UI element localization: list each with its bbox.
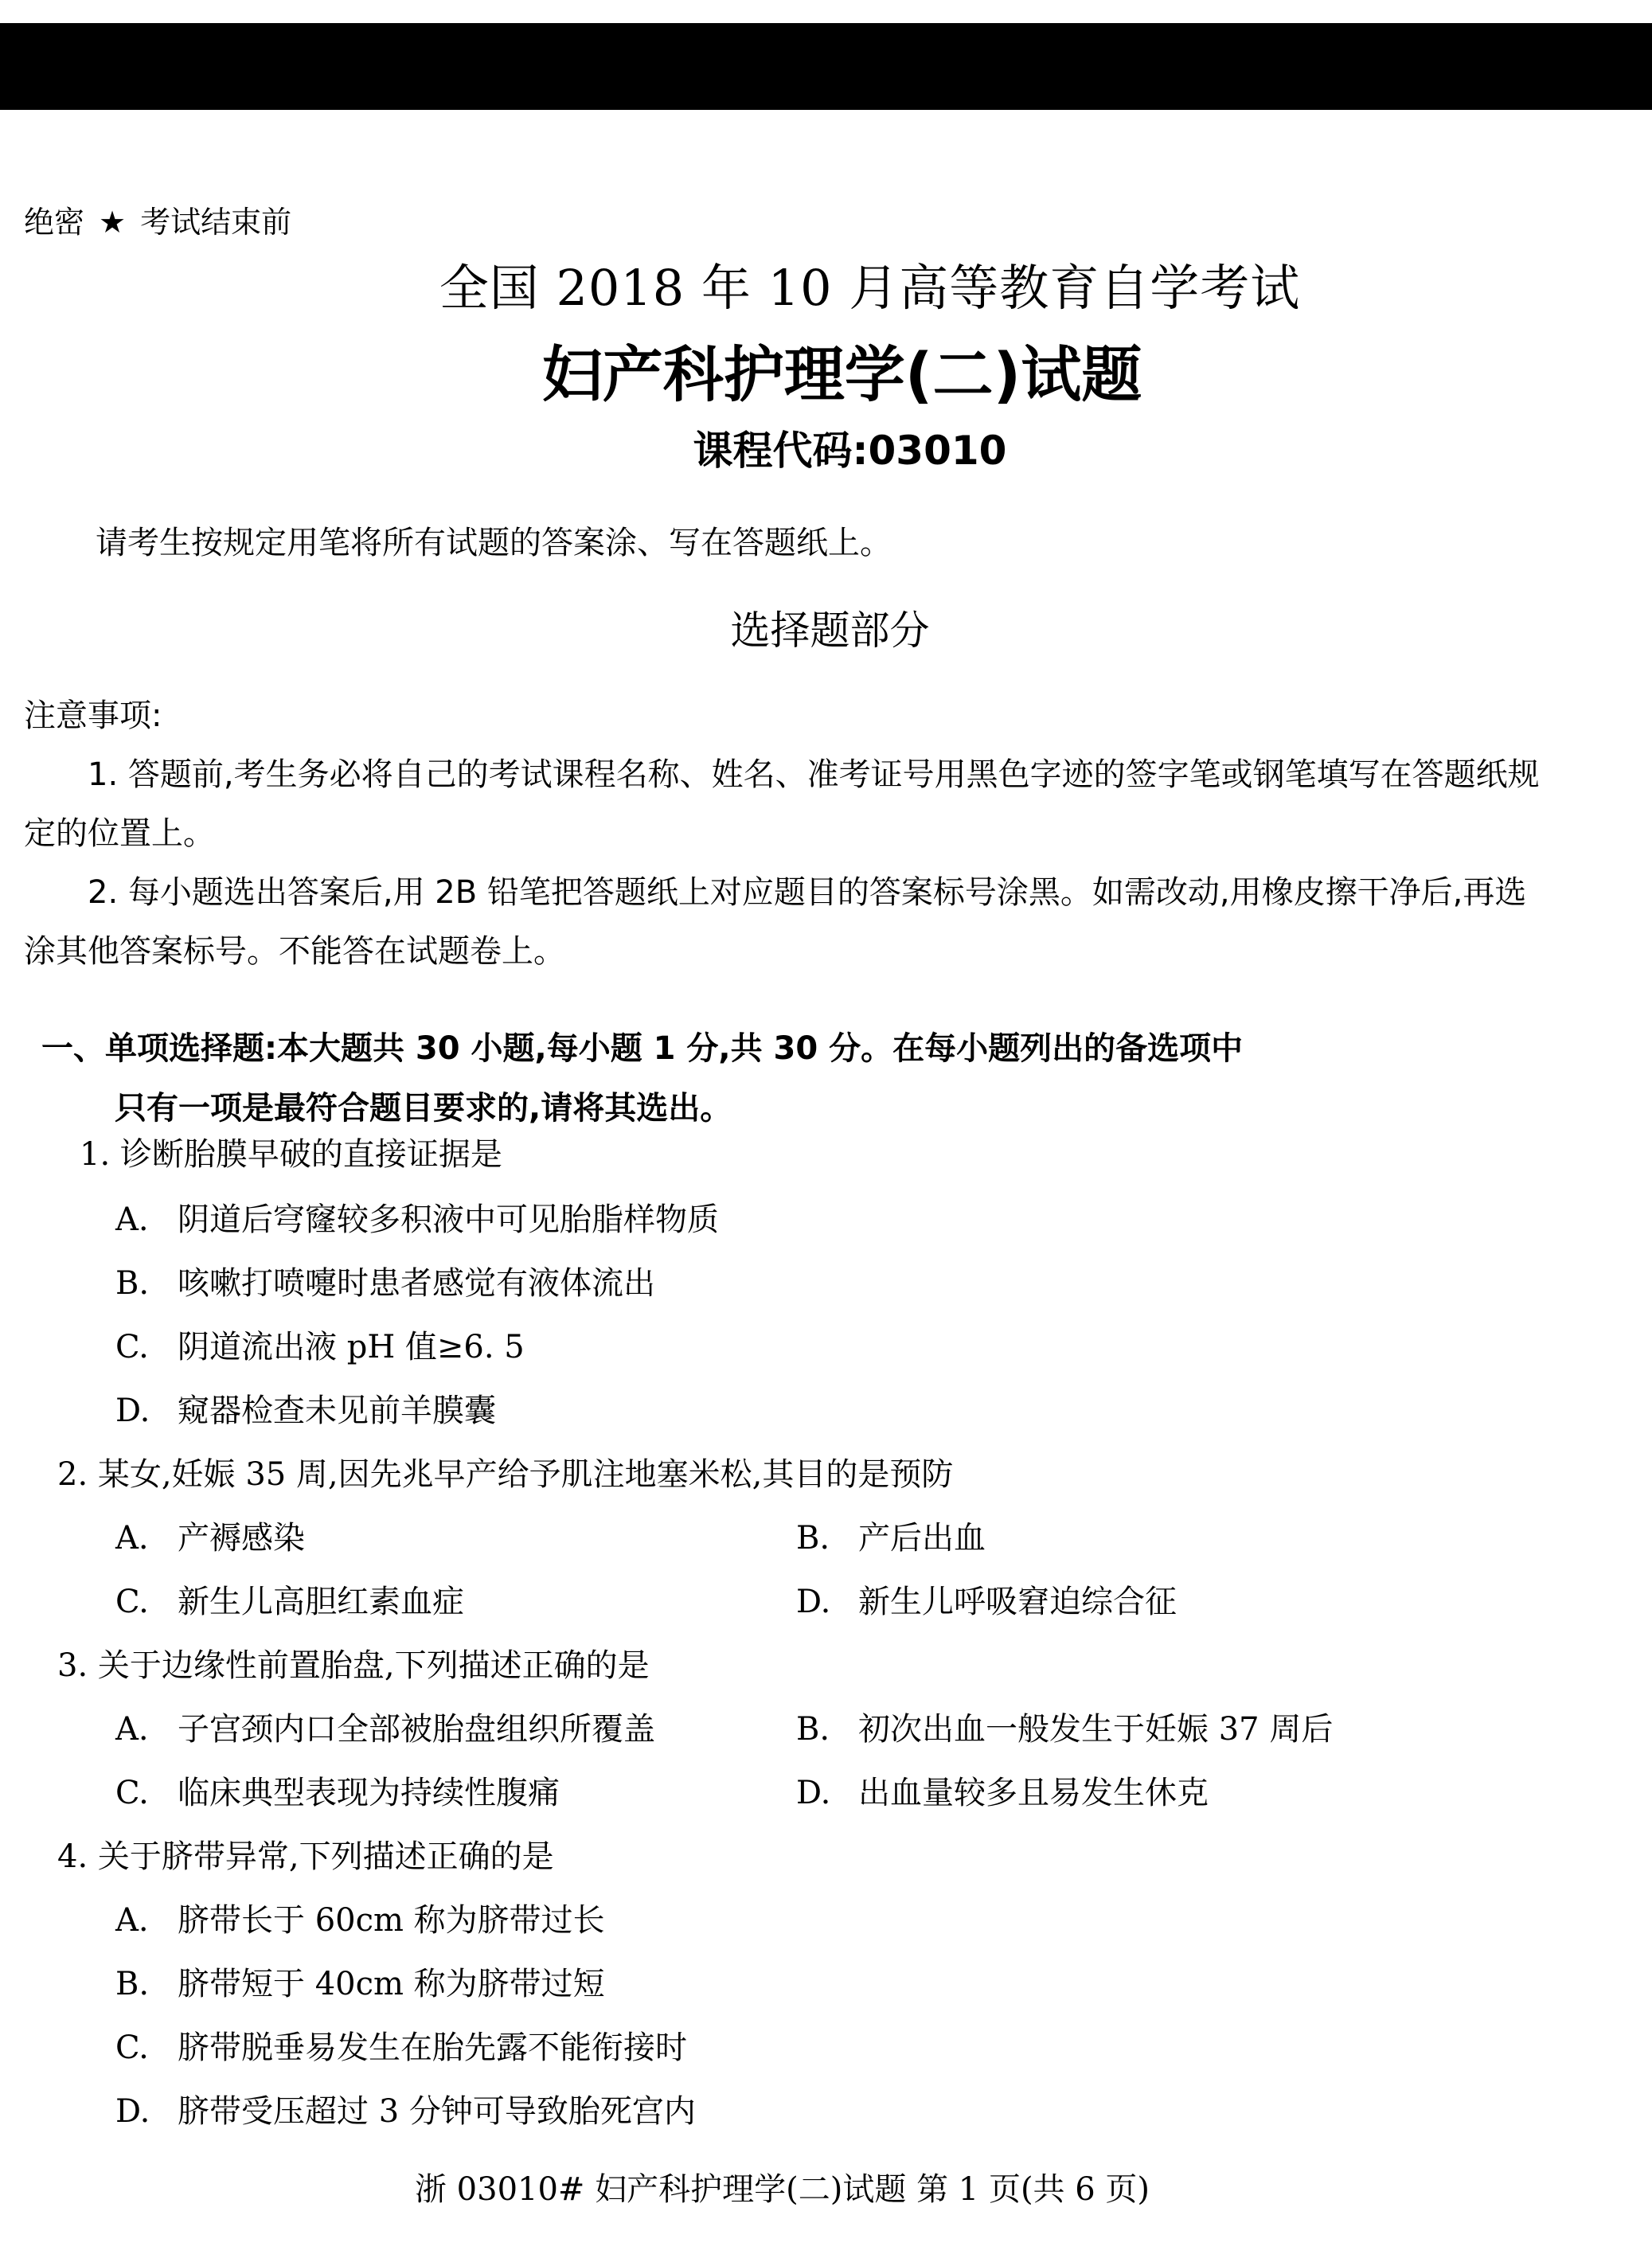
option-letter: C. [115, 1584, 149, 1620]
note-item: 2. 每小题选出答案后,用 2B 铅笔把答题纸上对应题目的答案标号涂黑。如需改动,用橡皮擦干净后,再选涂其他答案标号。不能答在试题卷上。 [24, 874, 1527, 970]
option-d [796, 1768, 1209, 1813]
option-c [115, 2022, 687, 2068]
option-c [115, 1322, 525, 1367]
option-c [115, 1768, 560, 1813]
part-one-header-line1: 一、单项选择题:本大题共 30 小题,每小题 1 分,共 30 分。在每小题列出的备选项中 [41, 1030, 1244, 1067]
answer-instruction: 请考生按规定用笔将所有试题的答案涂、写在答题纸上。 [96, 525, 892, 561]
option-text: 窥器检查未见前羊膜囊 [178, 1393, 496, 1429]
option-letter: A. [115, 1902, 149, 1939]
option-a [115, 1194, 719, 1240]
star-icon: ★ [99, 205, 127, 240]
option-b [115, 1959, 605, 2004]
option-letter: A. [115, 1711, 149, 1748]
option-text: 咳嗽打喷嚏时患者感觉有液体流出 [178, 1265, 655, 1302]
option-text: 新生儿高胆红素血症 [178, 1584, 464, 1620]
question-text: 关于脐带异常,下列描述正确的是 [97, 1838, 554, 1875]
course-code-text: 课程代码:03010 [693, 428, 1007, 474]
option-letter: C. [115, 1329, 149, 1365]
page-footer [0, 2164, 1652, 2209]
option-b [796, 1704, 1333, 1749]
question-stem [57, 1640, 650, 1686]
part-one-header [41, 1019, 1243, 1139]
option-a [115, 1704, 655, 1749]
option-letter: B. [115, 1265, 150, 1302]
confidential-label [24, 197, 291, 241]
option-d [115, 1385, 496, 1431]
question-text: 关于边缘性前置胎盘,下列描述正确的是 [97, 1647, 650, 1684]
option-text: 脐带长于 60cm 称为脐带过长 [178, 1902, 605, 1939]
option-a [115, 1513, 305, 1558]
option-text: 脐带受压超过 3 分钟可导致胎死宫内 [178, 2093, 696, 2130]
option-text: 新生儿呼吸窘迫综合征 [858, 1584, 1177, 1620]
exam-title [0, 248, 1652, 319]
option-text: 脐带脱垂易发生在胎先露不能衔接时 [178, 2029, 687, 2066]
top-black-bar [0, 23, 1652, 110]
option-letter: D. [115, 1393, 150, 1429]
option-a [115, 1895, 605, 1940]
option-letter: B. [115, 1966, 150, 2002]
option-text: 脐带短于 40cm 称为脐带过短 [178, 1966, 605, 2002]
question-number: 1. [80, 1136, 111, 1173]
option-text: 临床典型表现为持续性腹痛 [178, 1775, 560, 1811]
subject-title-text: 妇产科护理学(二)试题 [541, 339, 1142, 410]
option-b [796, 1513, 986, 1558]
option-letter: B. [796, 1520, 830, 1557]
option-text: 阴道后穹窿较多积液中可见胎脂样物质 [178, 1201, 719, 1238]
notes-heading: 注意事项: [24, 697, 162, 734]
option-text: 子宫颈内口全部被胎盘组织所覆盖 [178, 1711, 655, 1748]
question-stem [80, 1129, 502, 1174]
section-title [0, 599, 1652, 656]
option-letter: C. [115, 1775, 149, 1811]
exam-title-text: 全国 2018 年 10 月高等教育自学考试 [439, 259, 1301, 317]
option-letter: D. [796, 1775, 831, 1811]
option-d [796, 1576, 1177, 1622]
question-stem [57, 1831, 554, 1877]
subject-title [0, 326, 1652, 413]
option-text: 产褥感染 [178, 1520, 305, 1557]
question-text: 某女,妊娠 35 周,因先兆早产给予肌注地塞米松,其目的是预防 [97, 1456, 954, 1493]
option-text: 出血量较多且易发生休克 [858, 1775, 1209, 1811]
question-number: 3. [57, 1647, 88, 1684]
option-d [115, 2086, 696, 2131]
option-letter: C. [115, 2029, 149, 2066]
question-stem [57, 1449, 953, 1494]
option-letter: D. [796, 1584, 831, 1620]
option-letter: B. [796, 1711, 830, 1748]
question-number: 2. [57, 1456, 88, 1493]
option-text: 初次出血一般发生于妊娠 37 周后 [858, 1711, 1334, 1748]
notes-section [24, 686, 1552, 981]
page-footer-text: 浙 03010# 妇产科护理学(二)试题 第 1 页(共 6 页) [414, 2171, 1150, 2208]
option-letter: A. [115, 1520, 149, 1557]
option-letter: A. [115, 1201, 149, 1238]
option-b [115, 1258, 655, 1303]
note-item: 1. 答题前,考生务必将自己的考试课程名称、姓名、准考证号用黑色字迹的签字笔或钢笔填写在答题纸规定的位置上。 [24, 756, 1540, 852]
question-number: 4. [57, 1838, 88, 1875]
part-one-header-line2: 只有一项是最符合题目要求的,请将其选出。 [115, 1090, 732, 1127]
confidential-text: 绝密 [24, 205, 85, 240]
confidential-suffix: 考试结束前 [140, 205, 292, 240]
question-text: 诊断胎膜早破的直接证据是 [119, 1136, 502, 1173]
course-code [0, 419, 1652, 476]
option-c [115, 1576, 464, 1622]
option-letter: D. [115, 2093, 150, 2130]
option-text: 产后出血 [858, 1520, 986, 1557]
section-title-text: 选择题部分 [730, 607, 930, 654]
option-text: 阴道流出液 pH 值≥6. 5 [178, 1329, 525, 1365]
